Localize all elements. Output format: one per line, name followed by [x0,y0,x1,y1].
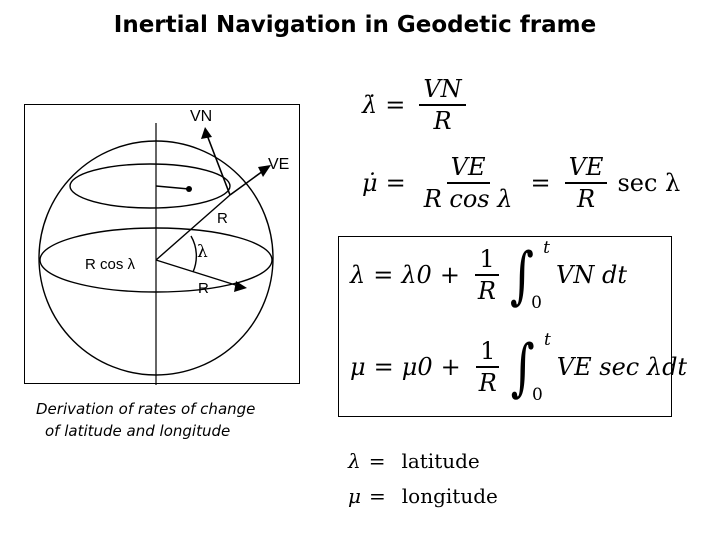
sphere-diagram [24,104,300,384]
lon-rate-eq2: = [530,169,551,197]
def-lon-symbol: μ [348,484,361,508]
longitude-rate-equation [362,154,680,212]
def-lat-eq: = [368,449,386,473]
latitude-circle [70,164,230,208]
label-lambda: λ [197,242,208,262]
vn-arrowhead [201,127,212,139]
label-r-bottom: R [198,280,209,297]
lat-int-lhs: λ [350,261,366,289]
lon-int-fraction [475,338,501,396]
lat-int-den: R [477,277,496,305]
lat-int-lower: 0 [531,293,542,313]
def-lat-meaning: latitude [401,449,480,473]
caption-line-2: of latitude and longitude [45,422,231,440]
lat-int-integrand: VN dt [556,261,627,289]
label-r-top: R [217,210,228,227]
def-lat-symbol: λ [348,449,361,473]
lon-int-eq: = [373,353,394,381]
definition-longitude [348,484,498,508]
lon-int-plus: + [440,353,461,381]
lon-integral-sign: ∫ t 0 [510,330,551,405]
lon-rate-fraction-2 [565,154,608,212]
lon-rate-tail: sec λ [617,169,681,197]
lat-int-plus: + [439,261,460,289]
caption-line-1: Derivation of rates of change [36,400,256,418]
lon-rate-fraction-1 [420,154,517,212]
latitude-rate-equation [362,76,472,134]
lat-int-init: λ0 [401,261,432,289]
lat-int-num: 1 [475,246,498,276]
rcos-line [156,186,189,189]
lon-int-integrand: VE sec λdt [556,353,688,381]
lon-rate-num1: VE [447,154,490,184]
lat-rate-fraction [419,76,465,134]
lat-rate-num: VN [419,76,465,106]
label-vn: VN [190,108,213,125]
lat-integral-sign: ∫ t 0 [510,238,550,313]
lat-rate-lhs: λ̇ [362,91,378,119]
lon-int-den: R [478,369,497,397]
latitude-integral-equation [350,238,627,313]
lon-rate-den1: R cos λ [423,185,513,213]
lat-int-fraction [474,246,500,304]
label-ve: VE [268,156,290,173]
lat-int-upper: t [543,238,550,258]
lambda-arc [191,236,196,272]
lat-int-eq: = [373,261,394,289]
lon-rate-den2: R [576,185,596,213]
label-rcos: R cos λ [85,256,136,273]
ve-arrow [230,171,263,195]
lon-int-num: 1 [476,338,499,368]
def-lon-eq: = [369,484,386,508]
def-lon-meaning: longitude [401,484,498,508]
lon-int-init: μ0 [401,353,433,381]
center-dot [186,186,192,192]
lon-int-upper: t [543,330,551,350]
lon-rate-eq1: = [385,169,406,197]
page-title: Inertial Navigation in Geodetic frame [113,12,597,38]
longitude-integral-equation [350,330,688,405]
lon-rate-num2: VE [565,154,608,184]
lon-int-lhs: μ [350,353,366,381]
lat-rate-den: R [433,107,452,135]
lat-rate-eq: = [385,91,406,119]
sphere-svg [25,105,301,385]
lon-int-lower: 0 [531,385,543,405]
definition-latitude [348,449,480,473]
figure-caption [36,398,306,442]
lon-rate-lhs: μ̇ [362,169,378,197]
